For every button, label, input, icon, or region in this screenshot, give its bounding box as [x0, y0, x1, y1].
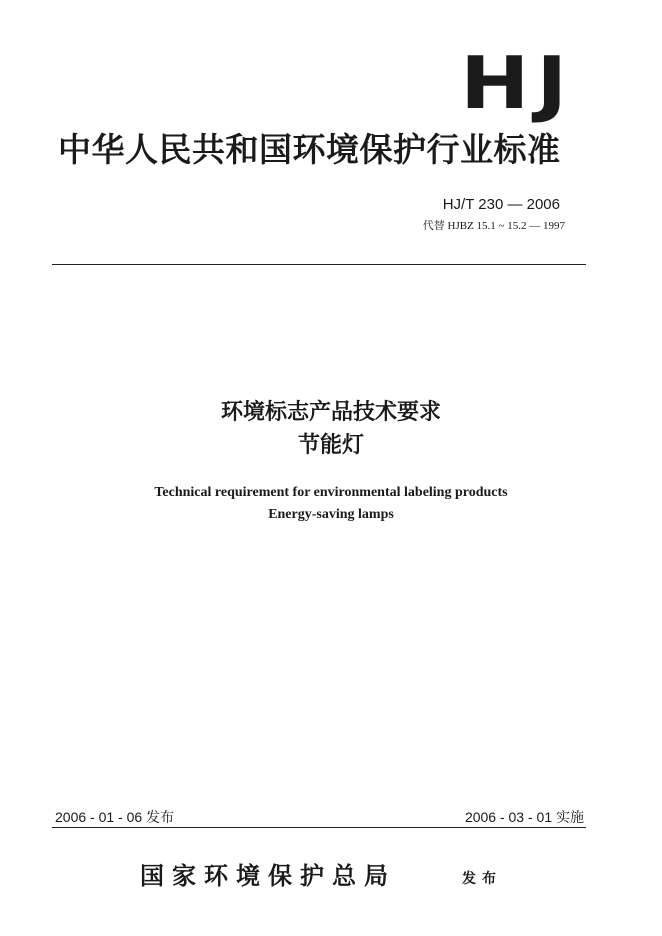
- issued-label: 发布: [462, 871, 502, 887]
- standard-number: HJ/T 230 — 2006: [442, 196, 560, 213]
- issue-date: 2006 - 01 - 06 发布: [55, 809, 175, 825]
- chinese-title-line-1: 环境标志产品技术要求: [220, 400, 441, 425]
- chinese-title-line-2: 节能灯: [297, 433, 364, 458]
- english-title-line-1: Technical requirement for environmental labeling products: [154, 485, 508, 500]
- hj-logo: HJ: [460, 41, 574, 125]
- replaces-note: 代替 HJBZ 15.1 ~ 15.2 — 1997: [422, 220, 565, 232]
- english-title-line-2: Energy-saving lamps: [268, 507, 394, 522]
- bottom-divider: [52, 827, 586, 828]
- issuing-agency: 国家环境保护总局: [140, 862, 396, 890]
- standard-category-title: 中华人民共和国环境保护行业标准: [58, 130, 561, 169]
- implementation-date: 2006 - 03 - 01 实施: [464, 809, 584, 825]
- top-divider: [52, 264, 586, 265]
